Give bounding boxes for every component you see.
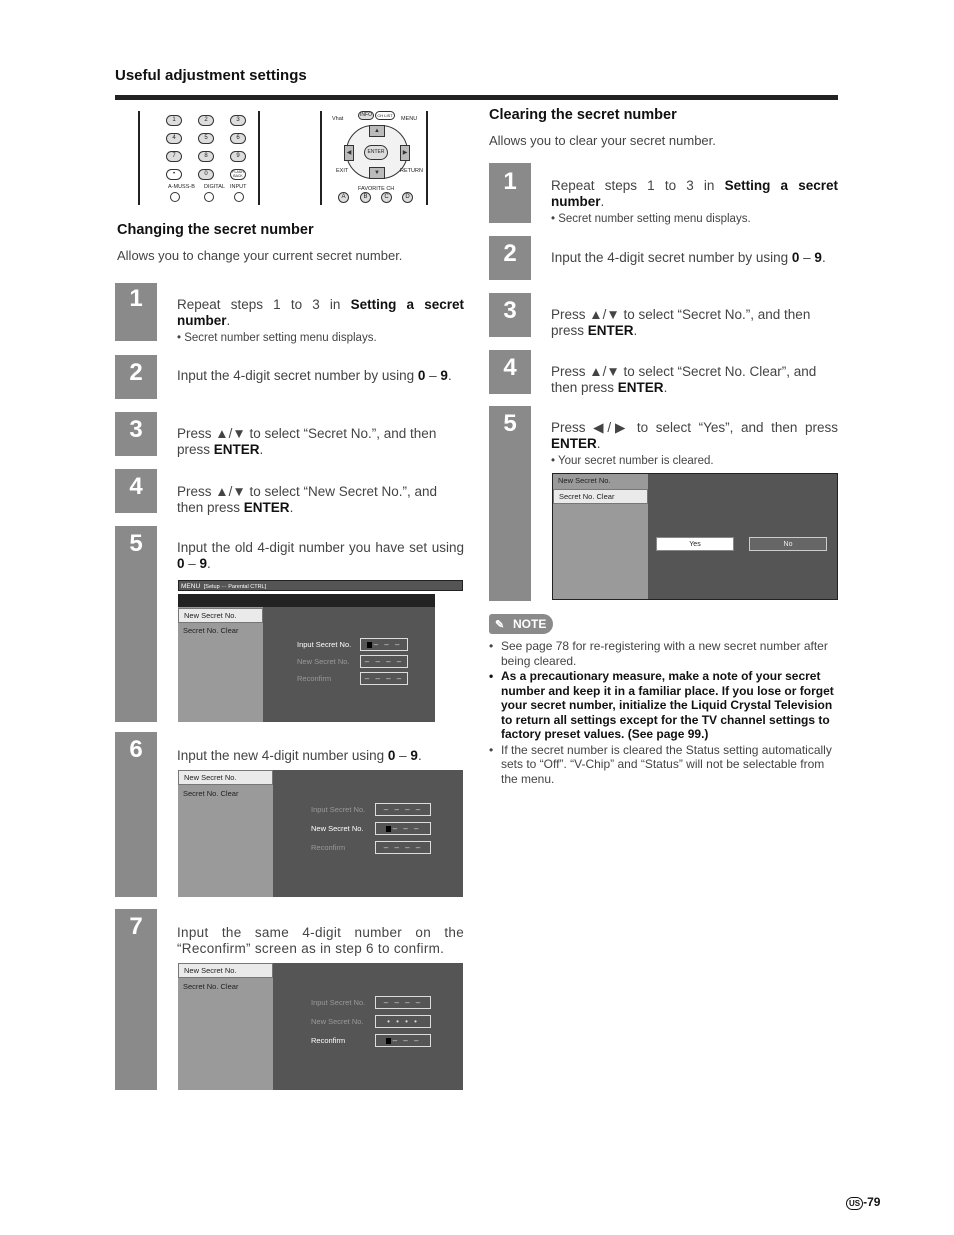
field-label-new-secret-no: New Secret No. xyxy=(297,657,350,666)
note-badge: ✎ NOTE xyxy=(489,614,553,634)
remote-key-4: 4 xyxy=(166,133,182,144)
remote-key-info: INFO xyxy=(358,111,374,120)
remote-key-0: 0 xyxy=(198,169,214,180)
no-button: No xyxy=(749,537,827,551)
yes-button: Yes xyxy=(656,537,734,551)
remote-key-dot: • xyxy=(166,169,182,180)
note-list xyxy=(489,639,841,787)
step-number: 3 xyxy=(503,297,517,324)
menu-breadcrumb: [Setup ··· Parental CTRL] xyxy=(203,584,267,590)
remote-key-enter: ENTER xyxy=(364,145,388,160)
remote-key-chlist: CH LIST xyxy=(375,111,395,120)
remote-keypad-illustration xyxy=(138,111,260,205)
step-bar-2 xyxy=(115,355,157,399)
menu-item-new-secret-no: New Secret No. xyxy=(178,608,263,623)
menu-item-secret-no-clear: Secret No. Clear xyxy=(553,489,648,504)
header-rule xyxy=(115,95,838,100)
arrow-left-icon: ◀ xyxy=(344,145,354,161)
remote-round-button-icon xyxy=(234,192,244,202)
step-bar-6 xyxy=(115,732,157,897)
remote-round-button-icon xyxy=(204,192,214,202)
field-label-reconfirm: Reconfirm xyxy=(297,674,332,683)
step-bar-7 xyxy=(115,909,157,1090)
step-number: 1 xyxy=(129,285,143,312)
remote-key-1: 1 xyxy=(166,115,182,126)
changing-step-7-text: Input the same 4-digit number on the “Reconfirm” screen as in step 6 to confirm. xyxy=(177,925,464,956)
remote-key-c: C xyxy=(381,192,392,203)
text-cursor-icon xyxy=(386,1038,391,1044)
changing-description: Allows you to change your current secret number. xyxy=(117,248,403,263)
step-number: 5 xyxy=(503,410,517,437)
clear-step-bar-5 xyxy=(489,406,531,601)
field-new-secret-no: • • • • xyxy=(375,1015,431,1028)
step-bar-4 xyxy=(115,469,157,513)
step-number: 3 xyxy=(129,416,143,443)
arrow-right-icon: ▶ xyxy=(400,145,410,161)
page-number: US -79 xyxy=(846,1195,880,1210)
field-new-secret-no: – – – xyxy=(375,822,431,835)
field-label-input-secret-no: Input Secret No. xyxy=(311,998,366,1007)
step-number: 2 xyxy=(503,240,517,267)
remote-label-vhat: Vhat xyxy=(332,116,344,122)
step-number: 4 xyxy=(503,354,517,381)
clear-step-bar-1 xyxy=(489,163,531,223)
remote-key-9: 9 xyxy=(230,151,246,162)
screen-step-5 xyxy=(178,594,435,722)
arrow-up-icon: ▲ xyxy=(369,125,385,137)
field-input-secret-no: – – – – xyxy=(375,996,431,1009)
note-item: • See page 78 for re-registering with a new secret number after being cleared. xyxy=(489,639,841,668)
menu-item-secret-no-clear: Secret No. Clear xyxy=(183,982,239,991)
step-number: 1 xyxy=(503,168,517,195)
menu-label: MENU xyxy=(181,583,201,590)
screen-header-strip xyxy=(178,594,435,607)
remote-key-b: B xyxy=(360,192,371,203)
remote-label-favorite: FAVORITE CH xyxy=(358,186,395,192)
field-input-secret-no: – – – xyxy=(360,638,408,651)
remote-label-amussb: A-MUSS-B xyxy=(168,184,195,190)
step-number: 7 xyxy=(129,913,143,940)
remote-label-return: RETURN xyxy=(400,168,423,174)
screen-clear xyxy=(552,473,838,600)
changing-step-5-text: Input the old 4-digit number you have set using 0 – 9. xyxy=(177,540,464,571)
menu-item-new-secret-no: New Secret No. xyxy=(178,963,273,978)
text-cursor-icon xyxy=(386,826,391,832)
step-number: 6 xyxy=(129,736,143,763)
remote-key-3: 3 xyxy=(230,115,246,126)
step-bar-1 xyxy=(115,283,157,341)
remote-key-d: D xyxy=(402,192,413,203)
menu-item-secret-no-clear: Secret No. Clear xyxy=(183,626,239,635)
field-reconfirm: – – – – xyxy=(360,672,408,685)
remote-round-button-icon xyxy=(170,192,180,202)
screen-step-7 xyxy=(178,963,463,1090)
arrow-down-icon: ▼ xyxy=(369,167,385,179)
clearing-step-4-text: Press ▲/▼ to select “Secret No. Clear”, and then press ENTER. xyxy=(551,364,817,395)
note-item: • As a precautionary measure, make a note of your secret number and keep it in a familiar place. If you lose or forget your secret number, initialize the Liquid Crystal Television to return all settings except for the TV channel settings to factory preset values. (See page 99.) xyxy=(489,669,841,742)
changing-step-6-text: Input the new 4-digit number using 0 – 9. xyxy=(177,748,422,763)
field-new-secret-no: – – – – xyxy=(360,655,408,668)
remote-label-digital: DIGITAL xyxy=(204,184,225,190)
field-label-new-secret-no: New Secret No. xyxy=(311,824,364,833)
field-label-input-secret-no: Input Secret No. xyxy=(311,805,366,814)
remote-label-menu: MENU xyxy=(401,116,418,122)
changing-step-4-text: Press ▲/▼ to select “New Secret No.”, and then press ENTER. xyxy=(177,484,438,515)
step-bar-3 xyxy=(115,412,157,456)
clearing-step-3-text: Press ▲/▼ to select “Secret No.”, and then press ENTER. xyxy=(551,307,811,338)
menu-item-new-secret-no: New Secret No. xyxy=(178,770,273,785)
changing-step-3-text: Press ▲/▼ to select “Secret No.”, and then press ENTER. xyxy=(177,426,437,457)
remote-key-flashback: FLASH BACK xyxy=(230,169,246,180)
clear-step-bar-3 xyxy=(489,293,531,337)
field-input-secret-no: – – – – xyxy=(375,803,431,816)
clearing-step-2-text: Input the 4-digit secret number by using 0 – 9. xyxy=(551,250,826,265)
menu-path-bar xyxy=(178,580,463,591)
remote-key-2: 2 xyxy=(198,115,214,126)
clear-step-bar-2 xyxy=(489,236,531,280)
clearing-step-1-sub: • Secret number setting menu displays. xyxy=(551,213,751,225)
remote-navigation-illustration xyxy=(320,111,428,205)
clearing-description: Allows you to clear your secret number. xyxy=(489,133,716,148)
clearing-step-5-sub: • Your secret number is cleared. xyxy=(551,455,714,467)
clear-step-bar-4 xyxy=(489,350,531,394)
clearing-title: Clearing the secret number xyxy=(489,107,677,123)
changing-step-1-text: Repeat steps 1 to 3 in Setting a secret number. • Secret number setting menu displays. xyxy=(177,297,464,344)
step-bar-5 xyxy=(115,526,157,722)
note-item: • If the secret number is cleared the Status setting automatically sets to “Off”. “V-Chip” and “Status” will not be selectable from the menu. xyxy=(489,743,841,787)
changing-step-2-text: Input the 4-digit secret number by using 0 – 9. xyxy=(177,368,452,383)
field-reconfirm: – – – xyxy=(375,1034,431,1047)
field-label-input-secret-no: Input Secret No. xyxy=(297,640,352,649)
clearing-step-5-text: Press ◀/▶ to select “Yes”, and then press ENTER. • Your secret number is cleared. xyxy=(551,420,838,467)
pencil-icon: ✎ xyxy=(495,619,505,631)
field-label-new-secret-no: New Secret No. xyxy=(311,1017,364,1026)
remote-key-a: A xyxy=(338,192,349,203)
remote-label-exit: EXIT xyxy=(336,168,349,174)
screen-step-6 xyxy=(178,770,463,897)
remote-key-7: 7 xyxy=(166,151,182,162)
step-number: 2 xyxy=(129,359,143,386)
changing-step-1-sub: • Secret number setting menu displays. xyxy=(177,332,377,344)
field-label-reconfirm: Reconfirm xyxy=(311,843,346,852)
field-reconfirm: – – – – xyxy=(375,841,431,854)
step-number: 4 xyxy=(129,473,143,500)
remote-key-6: 6 xyxy=(230,133,246,144)
section-header: Useful adjustment settings xyxy=(115,67,307,84)
remote-key-5: 5 xyxy=(198,133,214,144)
changing-title: Changing the secret number xyxy=(117,222,314,238)
text-cursor-icon xyxy=(367,642,372,648)
menu-item-secret-no-clear: Secret No. Clear xyxy=(183,789,239,798)
step-number: 5 xyxy=(129,530,143,557)
menu-item-new-secret-no: New Secret No. xyxy=(558,476,611,485)
clearing-step-1-text: Repeat steps 1 to 3 in Setting a secret number. • Secret number setting menu displays. xyxy=(551,178,838,225)
region-badge: US xyxy=(846,1197,863,1210)
field-label-reconfirm: Reconfirm xyxy=(311,1036,346,1045)
remote-key-8: 8 xyxy=(198,151,214,162)
remote-label-input: INPUT xyxy=(230,184,247,190)
